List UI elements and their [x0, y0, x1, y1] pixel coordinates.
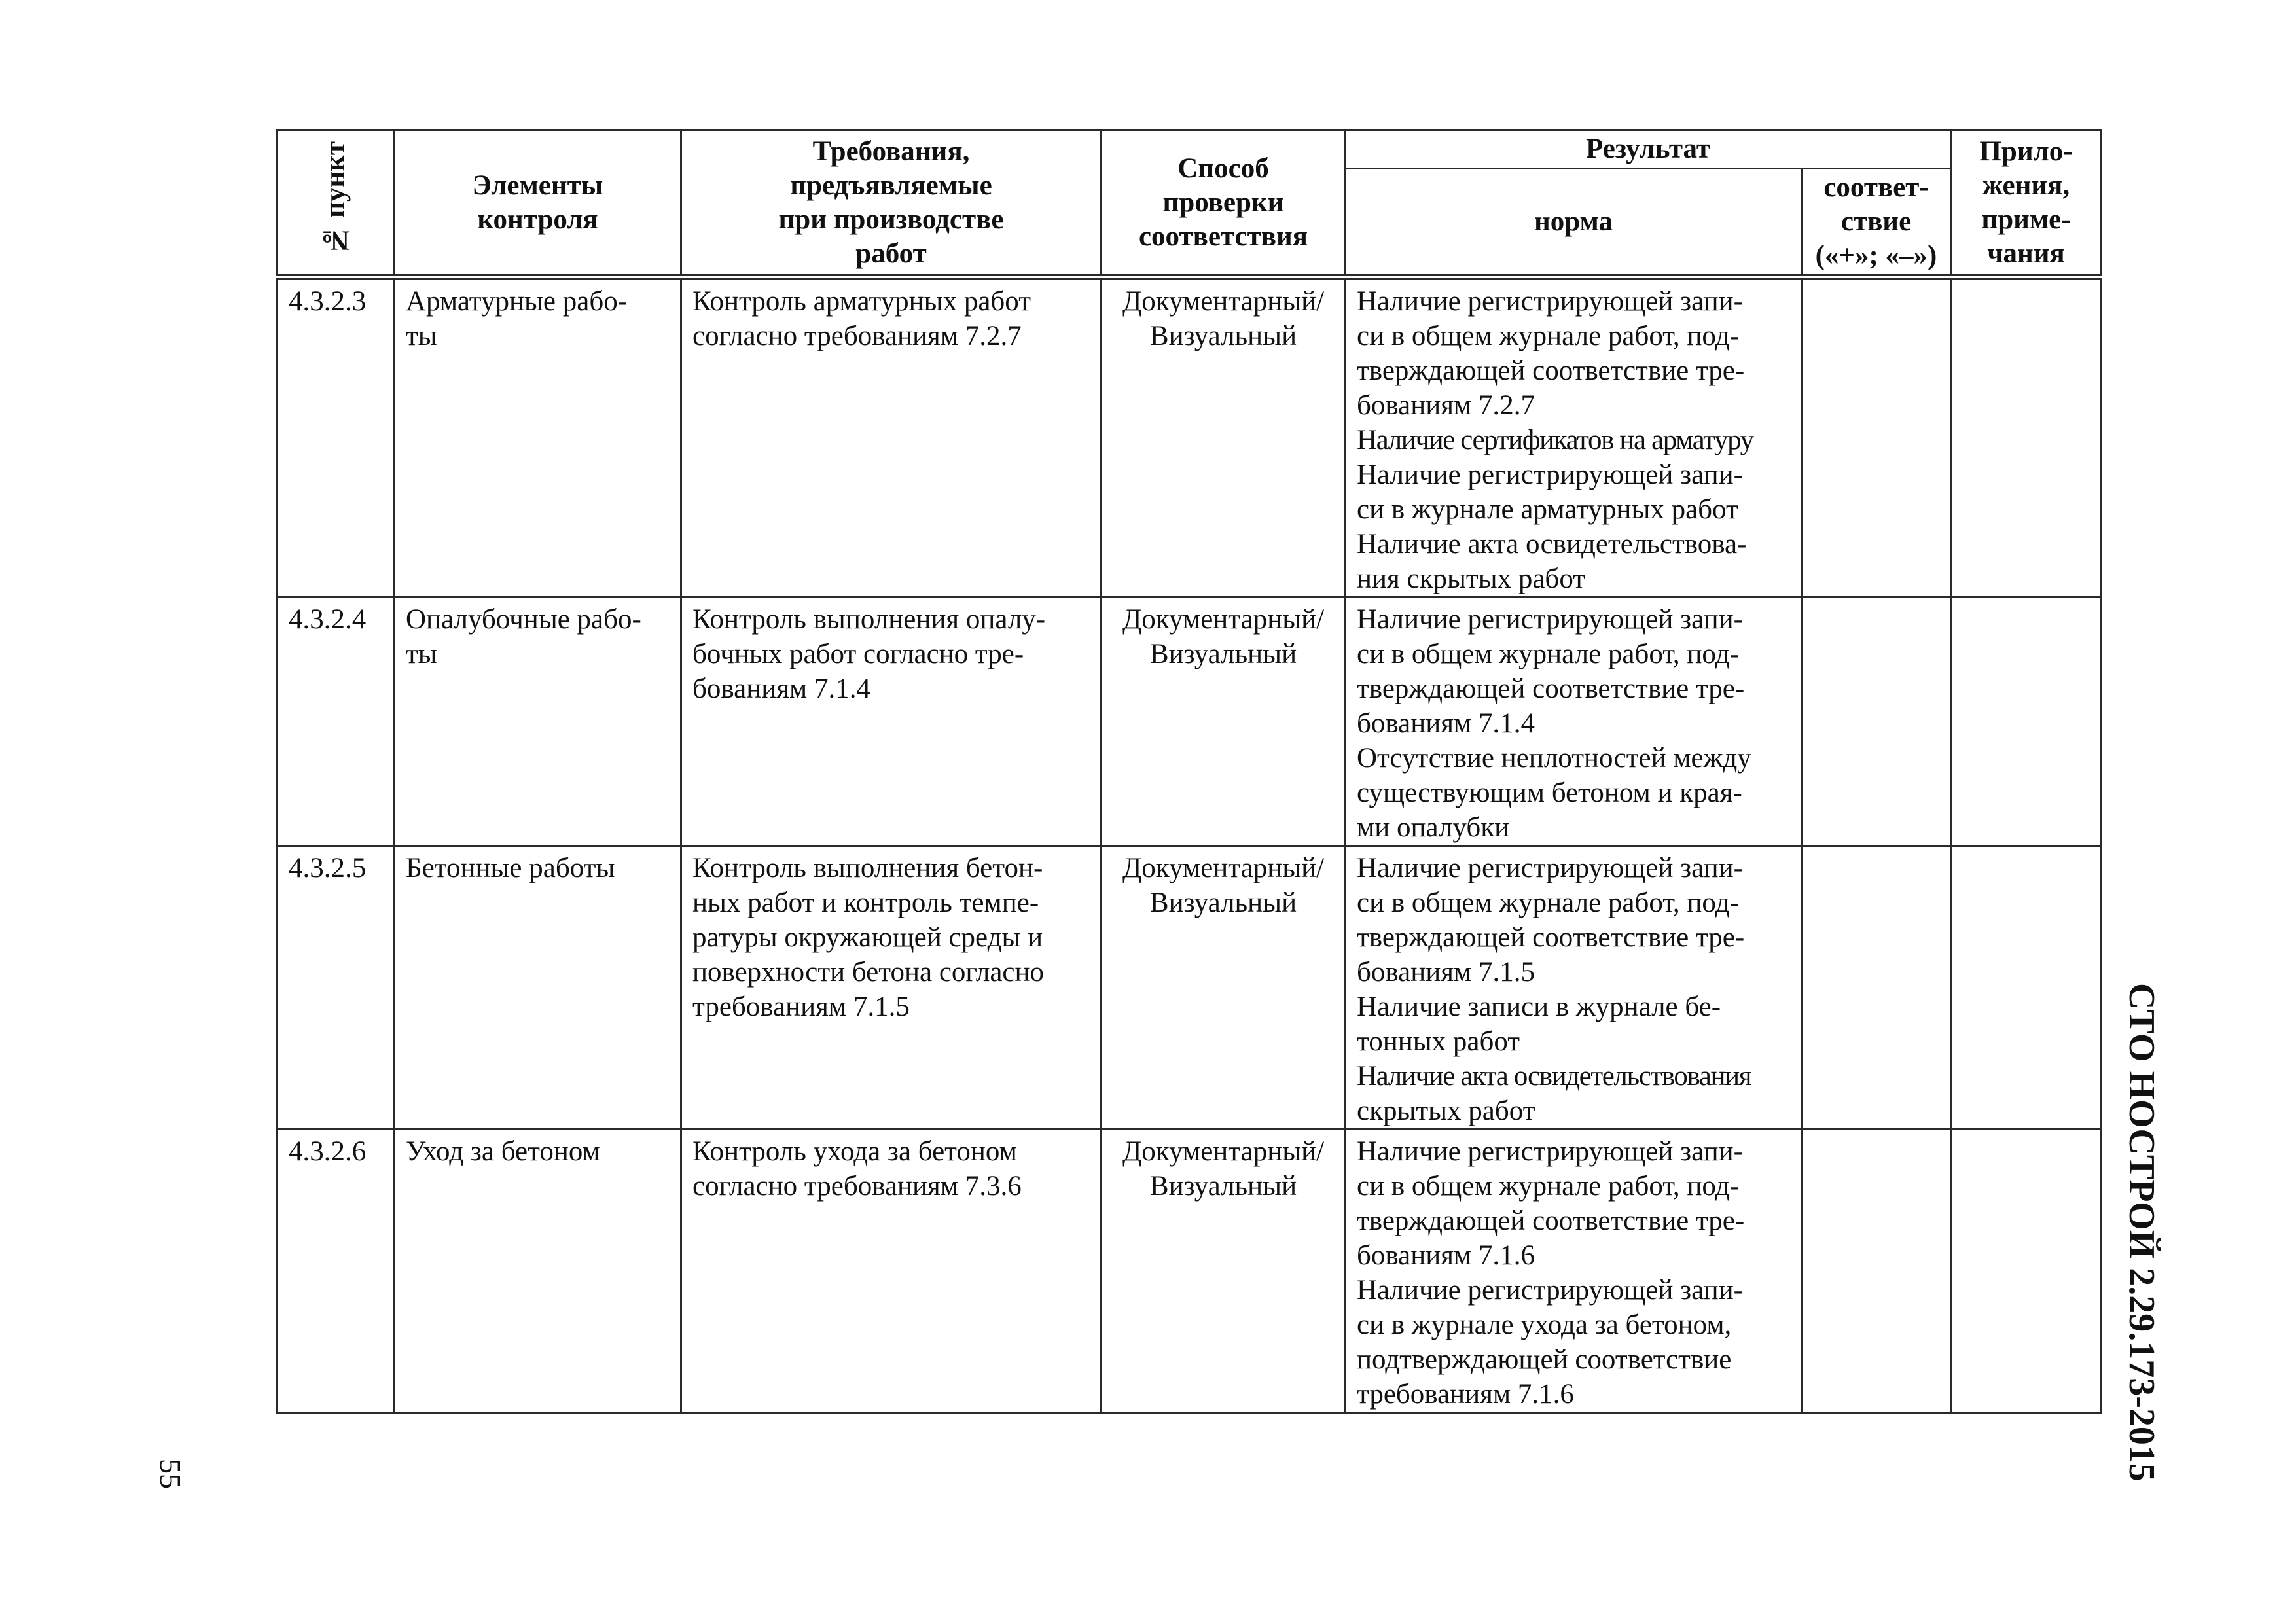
norm-cell: [1346, 1130, 1802, 1413]
method-line: Документарный/: [1122, 286, 1325, 317]
norm-line: Наличие акта освидетельствования: [1357, 1061, 1751, 1092]
norm-line: бованиям 7.1.4: [1357, 708, 1535, 739]
norm-line: тверждающей соответствие тре-: [1357, 922, 1745, 953]
norm-line: тверждающей соответствие тре-: [1357, 355, 1745, 386]
table-row: [278, 846, 2102, 1130]
header-notes-line: Прило-: [1979, 135, 2073, 167]
norm-line: Наличие сертификатов на арматуру: [1357, 425, 1753, 455]
method-line: Документарный/: [1122, 853, 1325, 883]
requirement-cell: [681, 846, 1102, 1130]
norm-line: тверждающей соответствие тре-: [1357, 673, 1745, 704]
table-row: [278, 277, 2102, 597]
method-line: Визуальный: [1149, 639, 1297, 669]
method-line: Документарный/: [1122, 604, 1325, 635]
page-number: 55: [154, 1459, 187, 1489]
requirement-line: поверхности бетона согласно: [692, 957, 1045, 988]
header-method-line: проверки: [1162, 187, 1284, 218]
table-row: [278, 597, 2102, 846]
conformity-cell: [1802, 846, 1951, 1130]
method-line: Визуальный: [1149, 887, 1297, 918]
header-norm: норма: [1346, 169, 1802, 277]
element-line: Арматурные рабо-: [406, 286, 628, 317]
table-row: [278, 1130, 2102, 1413]
norm-line: Наличие регистрирующей запи-: [1357, 1275, 1743, 1306]
element-line: Уход за бетоном: [406, 1136, 600, 1167]
header-method-line: Способ: [1177, 152, 1269, 184]
method-line: Визуальный: [1149, 1171, 1297, 1202]
norm-line: Наличие регистрирующей запи-: [1357, 1136, 1743, 1167]
notes-cell: [1951, 277, 2102, 597]
notes-cell: [1951, 597, 2102, 846]
norm-line: ми опалубки: [1357, 812, 1510, 843]
document-code-label: СТО НОСТРОЙ 2.29.173-2015: [2121, 983, 2162, 1482]
norm-line: си в общем журнале работ, под-: [1357, 639, 1739, 669]
requirement-cell: [681, 277, 1102, 597]
header-notes-line: приме-: [1981, 204, 2071, 235]
requirement-line: Контроль выполнения опалу-: [692, 604, 1046, 635]
item-number-cell: 4.3.2.4: [278, 597, 395, 846]
item-number-cell: 4.3.2.6: [278, 1130, 395, 1413]
norm-line: бованиям 7.1.6: [1357, 1240, 1535, 1271]
header-result: Результат: [1346, 130, 1951, 169]
norm-line: Наличие регистрирующей запи-: [1357, 853, 1743, 883]
element-line: ты: [406, 321, 437, 351]
norm-line: си в журнале ухода за бетоном,: [1357, 1310, 1732, 1340]
norm-line: Наличие записи в журнале бе-: [1357, 991, 1721, 1022]
norm-line: си в общем журнале работ, под-: [1357, 887, 1739, 918]
norm-line: тонных работ: [1357, 1026, 1520, 1057]
norm-cell: [1346, 846, 1802, 1130]
element-cell: [395, 597, 681, 846]
header-notes: [1951, 130, 2102, 277]
notes-cell: [1951, 1130, 2102, 1413]
element-line: Опалубочные рабо-: [406, 604, 641, 635]
header-elements-line: контроля: [477, 204, 598, 235]
norm-line: си в общем журнале работ, под-: [1357, 1171, 1739, 1202]
requirement-line: требованиям 7.1.5: [692, 991, 910, 1022]
element-cell: [395, 1130, 681, 1413]
element-line: ты: [406, 639, 437, 669]
element-line: Бетонные работы: [406, 853, 615, 883]
header-notes-line: чания: [1987, 238, 2065, 269]
norm-line: ния скрытых работ: [1357, 563, 1586, 594]
notes-cell: [1951, 846, 2102, 1130]
norm-line: требованиям 7.1.6: [1357, 1379, 1574, 1410]
header-requirements-line: работ: [855, 238, 927, 269]
requirement-line: бованиям 7.1.4: [692, 673, 870, 704]
conformity-cell: [1802, 277, 1951, 597]
norm-line: Наличие регистрирующей запи-: [1357, 604, 1743, 635]
requirement-cell: [681, 1130, 1102, 1413]
item-number-cell: 4.3.2.3: [278, 277, 395, 597]
norm-cell: [1346, 277, 1802, 597]
method-line: Визуальный: [1149, 321, 1297, 351]
header-requirements-line: Требования,: [812, 135, 970, 167]
header-item-number: [278, 130, 395, 277]
method-cell: [1102, 277, 1346, 597]
header-requirements-line: предъявляемые: [790, 169, 992, 201]
requirement-line: ных работ и контроль темпе-: [692, 887, 1039, 918]
item-number-cell: 4.3.2.5: [278, 846, 395, 1130]
method-cell: [1102, 1130, 1346, 1413]
header-requirements-line: при производстве: [778, 204, 1004, 235]
norm-line: существующим бетоном и края-: [1357, 777, 1742, 808]
conformity-cell: [1802, 1130, 1951, 1413]
method-cell: [1102, 597, 1346, 846]
requirement-line: ратуры окружающей среды и: [692, 922, 1043, 953]
header-notes-line: жения,: [1982, 169, 2070, 201]
norm-line: бованиям 7.1.5: [1357, 957, 1535, 988]
requirement-line: Контроль выполнения бетон-: [692, 853, 1043, 883]
conformity-cell: [1802, 597, 1951, 846]
header-conformity: [1802, 169, 1951, 277]
header-conformity-line: («+»; «–»): [1815, 240, 1937, 271]
norm-line: Наличие регистрирующей запи-: [1357, 286, 1743, 317]
requirement-line: согласно требованиям 7.2.7: [692, 321, 1022, 351]
header-elements: [395, 130, 681, 277]
norm-line: скрытых работ: [1357, 1096, 1535, 1126]
norm-line: си в общем журнале работ, под-: [1357, 321, 1739, 351]
norm-cell: [1346, 597, 1802, 846]
norm-line: си в журнале арматурных работ: [1357, 494, 1738, 525]
method-line: Документарный/: [1122, 1136, 1325, 1167]
header-conformity-line: ствие: [1840, 206, 1912, 237]
requirement-cell: [681, 597, 1102, 846]
header-method-line: соответствия: [1138, 221, 1308, 252]
requirement-line: Контроль ухода за бетоном: [692, 1136, 1017, 1167]
element-cell: [395, 277, 681, 597]
header-requirements: [681, 130, 1102, 277]
method-cell: [1102, 846, 1346, 1130]
element-cell: [395, 846, 681, 1130]
control-table: [276, 129, 2102, 1414]
norm-line: подтверждающей соответствие: [1357, 1344, 1732, 1375]
requirement-line: согласно требованиям 7.3.6: [692, 1171, 1022, 1202]
header-conformity-line: соответ-: [1823, 172, 1929, 203]
header-item-number-text: № пункт: [320, 141, 351, 256]
norm-line: Наличие регистрирующей запи-: [1357, 459, 1743, 490]
norm-line: тверждающей соответствие тре-: [1357, 1205, 1745, 1236]
requirement-line: Контроль арматурных работ: [692, 286, 1031, 317]
norm-line: Наличие акта освидетельствова-: [1357, 529, 1747, 560]
header-method: [1102, 130, 1346, 277]
norm-line: бованиям 7.2.7: [1357, 390, 1535, 421]
norm-line: Отсутствие неплотностей между: [1357, 743, 1751, 774]
requirement-line: бочных работ согласно тре-: [692, 639, 1024, 669]
header-elements-line: Элементы: [472, 169, 603, 201]
